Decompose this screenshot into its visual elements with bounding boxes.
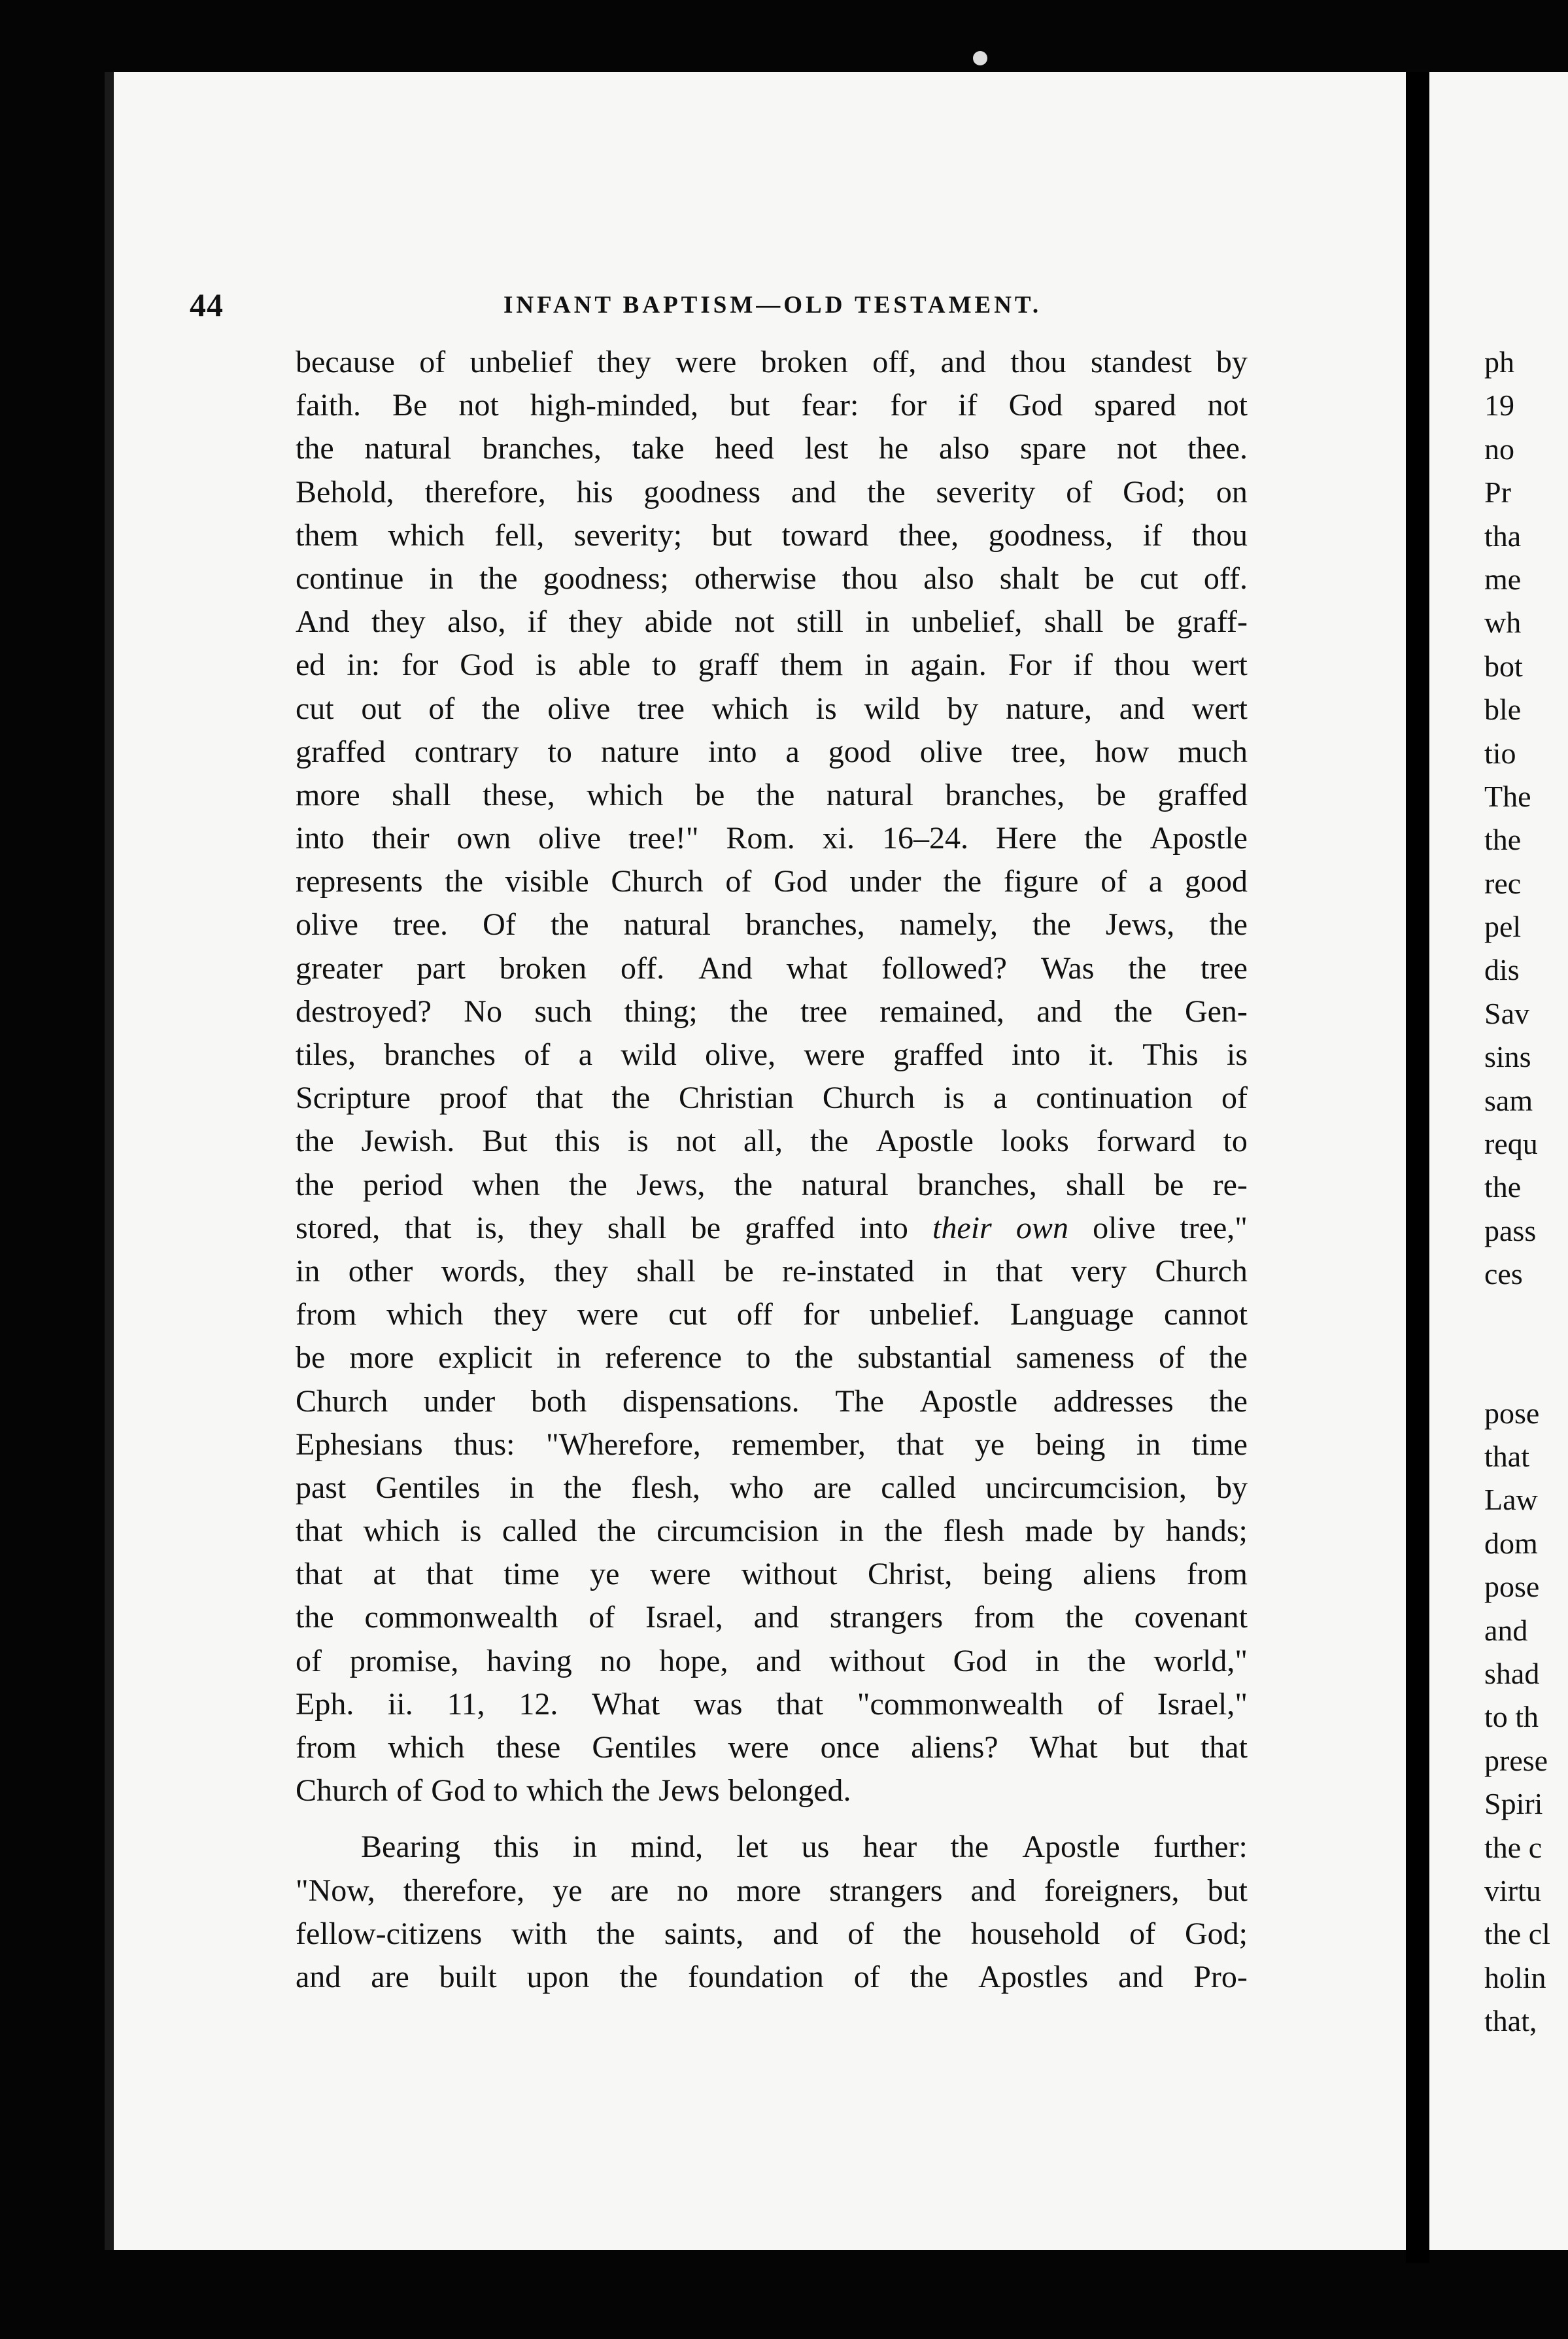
text-line: and are built upon the foundation of the Apostles and Pro- bbox=[296, 1959, 1248, 1994]
facing-line: the cl bbox=[1484, 1917, 1550, 1951]
facing-line: pass bbox=[1484, 1213, 1537, 1247]
text-line: cut out of the olive tree which is wild by nature, and wert bbox=[296, 691, 1248, 726]
text-line: because of unbelief they were broken off, and thou standest by bbox=[296, 345, 1248, 379]
facing-line: pose bbox=[1484, 1396, 1540, 1430]
text-line: from which these Gentiles were once aliens? What but that bbox=[296, 1730, 1248, 1765]
text-line: represents the visible Church of God under the figure of a good bbox=[296, 864, 1248, 899]
facing-line: wh bbox=[1484, 606, 1522, 640]
text-line: of promise, having no hope, and without God in the world," bbox=[296, 1643, 1248, 1678]
facing-line: ces bbox=[1484, 1257, 1523, 1291]
text-line: from which they were cut off for unbelief. Language cannot bbox=[296, 1297, 1248, 1332]
text-line: continue in the goodness; otherwise thou also shalt be cut off. bbox=[296, 561, 1248, 596]
facing-line: prese bbox=[1484, 1743, 1548, 1777]
facing-line: Spiri bbox=[1484, 1787, 1543, 1821]
book-gutter bbox=[1406, 72, 1429, 2263]
text-line: the commonwealth of Israel, and strangers from the covenant bbox=[296, 1600, 1248, 1635]
text-line: the natural branches, take heed lest he also spare not thee. bbox=[296, 431, 1248, 466]
facing-line: tha bbox=[1484, 519, 1522, 553]
page-number: 44 bbox=[190, 286, 224, 323]
facing-page-fragments bbox=[1484, 341, 1568, 2043]
facing-line: 19 bbox=[1484, 389, 1514, 423]
facing-line: and bbox=[1484, 1613, 1528, 1647]
facing-line: pose bbox=[1484, 1570, 1540, 1604]
facing-line: ble bbox=[1484, 693, 1522, 727]
facing-line: The bbox=[1484, 779, 1531, 813]
text-line: that which is called the circumcision in the flesh made by hands; bbox=[296, 1514, 1248, 1549]
text-line: the Jewish. But this is not all, the Apostle looks forward to bbox=[296, 1124, 1248, 1159]
facing-line: no bbox=[1484, 432, 1514, 466]
facing-line: to th bbox=[1484, 1700, 1539, 1734]
text-line: Ephesians thus: "Wherefore, remember, that ye being in time bbox=[296, 1427, 1248, 1462]
facing-line: Pr bbox=[1484, 476, 1511, 510]
facing-line: dis bbox=[1484, 953, 1520, 987]
running-head-title: INFANT BAPTISM—OLD TESTAMENT. bbox=[503, 292, 1042, 319]
text-line: that at that time ye were without Christ, being aliens from bbox=[296, 1557, 1248, 1592]
facing-line: bot bbox=[1484, 649, 1523, 683]
text-line: olive tree. Of the natural branches, namely, the Jews, the bbox=[296, 907, 1248, 943]
facing-line: virtu bbox=[1484, 1873, 1541, 1907]
facing-line: holin bbox=[1484, 1960, 1546, 1994]
text-line: more shall these, which be the natural branches, be graffed bbox=[296, 777, 1248, 812]
running-head bbox=[190, 286, 1249, 325]
text-line: the period when the Jews, the natural branches, shall be re- bbox=[296, 1167, 1248, 1202]
paragraph-gap bbox=[296, 1812, 1248, 1826]
facing-line: ph bbox=[1484, 345, 1514, 379]
facing-line: the bbox=[1484, 1170, 1522, 1204]
text-line: Church under both dispensations. The Apostle addresses the bbox=[296, 1383, 1248, 1419]
text-line: be more explicit in reference to the substantial sameness of the bbox=[296, 1340, 1248, 1376]
body-text bbox=[296, 341, 1248, 1999]
text-line: graffed contrary to nature into a good olive tree, how much bbox=[296, 734, 1248, 769]
facing-line: the bbox=[1484, 823, 1522, 857]
facing-gap bbox=[1484, 1296, 1568, 1392]
facing-line: me bbox=[1484, 562, 1522, 596]
text-line: faith. Be not high-minded, but fear: for if God spared not bbox=[296, 388, 1248, 423]
text-line: tiles, branches of a wild olive, were graffed into it. This is bbox=[296, 1037, 1248, 1072]
facing-line: pel bbox=[1484, 910, 1522, 944]
facing-line: tio bbox=[1484, 736, 1516, 770]
text-line: greater part broken off. And what followed? Was the tree bbox=[296, 950, 1248, 986]
text-line: into their own olive tree!" Rom. xi. 16–24. Here the Apostle bbox=[296, 821, 1248, 856]
text-line: stored, that is, they shall be graffed into their own olive tree," bbox=[296, 1210, 1248, 1245]
scan-speck bbox=[973, 51, 987, 65]
text-line: destroyed? No such thing; the tree remained, and the Gen- bbox=[296, 994, 1248, 1029]
text-line: in other words, they shall be re-instated in that very Church bbox=[296, 1253, 1248, 1289]
facing-line: that, bbox=[1484, 2004, 1537, 2038]
facing-line: Law bbox=[1484, 1483, 1538, 1517]
text-line: Scripture proof that the Christian Church is a continuation of bbox=[296, 1081, 1248, 1116]
text-line: "Now, therefore, ye are no more strangers and foreigners, but bbox=[296, 1873, 1248, 1908]
facing-line: sam bbox=[1484, 1083, 1533, 1117]
facing-line: the c bbox=[1484, 1830, 1542, 1864]
text-line: And they also, if they abide not still in unbelief, shall be graff- bbox=[296, 604, 1248, 640]
facing-line: requ bbox=[1484, 1127, 1538, 1161]
facing-line: Sav bbox=[1484, 996, 1529, 1030]
text-line: Bearing this in mind, let us hear the Apostle further: bbox=[361, 1829, 1248, 1865]
facing-line: sins bbox=[1484, 1040, 1531, 1074]
text-line: past Gentiles in the flesh, who are called uncircumcision, by bbox=[296, 1470, 1248, 1505]
facing-line: shad bbox=[1484, 1656, 1540, 1690]
facing-line: rec bbox=[1484, 866, 1522, 900]
facing-line: that bbox=[1484, 1439, 1529, 1473]
text-line: Behold, therefore, his goodness and the severity of God; on bbox=[296, 474, 1248, 510]
text-line: Church of God to which the Jews belonged. bbox=[296, 1773, 851, 1809]
text-line: fellow-citizens with the saints, and of the household of God; bbox=[296, 1916, 1248, 1951]
text-line: ed in: for God is able to graff them in again. For if thou wert bbox=[296, 648, 1248, 683]
facing-line: dom bbox=[1484, 1526, 1538, 1560]
text-line: them which fell, severity; but toward thee, goodness, if thou bbox=[296, 517, 1248, 553]
text-line: Eph. ii. 11, 12. What was that "commonwealth of Israel," bbox=[296, 1686, 1248, 1722]
